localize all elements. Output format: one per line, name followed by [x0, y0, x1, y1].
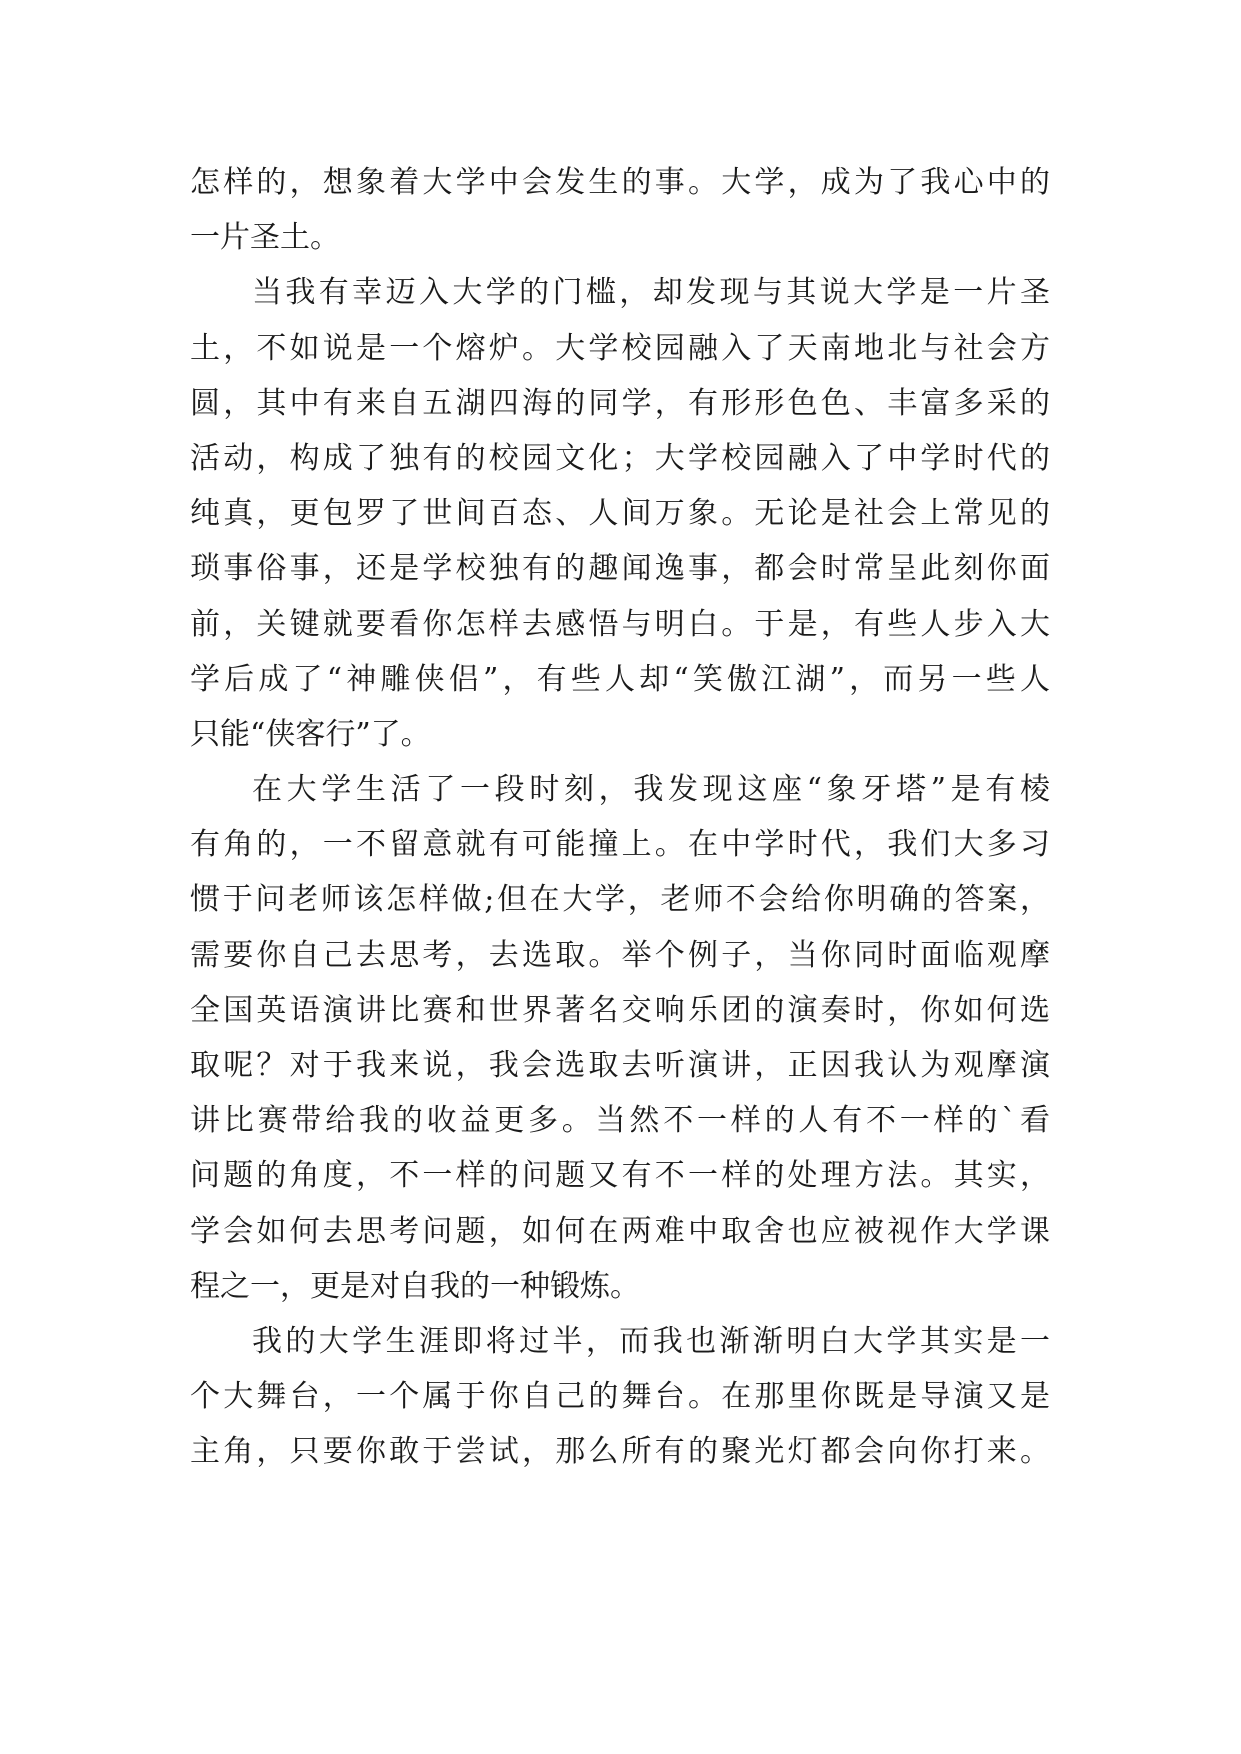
text-line: 一片圣土。 [190, 220, 340, 256]
text-line: 前，关键就要看你怎样去感悟与明白。于是，有些人步入大 [190, 606, 1050, 642]
text-line: 需要你自己去思考，去选取。举个例子，当你同时面临观摩 [190, 937, 1050, 973]
document-body [190, 155, 1050, 1480]
text-line: 土，不如说是一个熔炉。大学校园融入了天南地北与社会方 [190, 330, 1050, 366]
text-line: 全国英语演讲比赛和世界著名交响乐团的演奏时，你如何选 [190, 992, 1050, 1028]
text-line: 学会如何去思考问题，如何在两难中取舍也应被视作大学课 [190, 1213, 1050, 1249]
text-line: 琐事俗事，还是学校独有的趣闻逸事，都会时常呈此刻你面 [190, 551, 1050, 587]
text-line: 圆，其中有来自五湖四海的同学，有形形色色、丰富多采的 [190, 385, 1050, 421]
text-line: 怎样的，想象着大学中会发生的事。大学，成为了我心中的 [190, 165, 1050, 200]
text-line: 问题的角度，不一样的问题又有不一样的处理方法。其实， [190, 1158, 1050, 1194]
text-line: 有角的，一不留意就有可能撞上。在中学时代，我们大多习 [190, 827, 1050, 863]
text-line: 讲比赛带给我的收益更多。当然不一样的人有不一样的`看 [190, 1103, 1050, 1139]
text-line: 惯于问老师该怎样做;但在大学，老师不会给你明确的答案， [190, 882, 1050, 918]
text-line: 我的大学生涯即将过半，而我也渐渐明白大学其实是一 [252, 1323, 1050, 1359]
text-line: 在大学生活了一段时刻，我发现这座“象牙塔”是有棱 [252, 772, 1050, 808]
text-line: 活动，构成了独有的校园文化；大学校园融入了中学时代的 [190, 440, 1050, 476]
text-line: 只能“侠客行”了。 [190, 716, 431, 752]
text-line: 个大舞台，一个属于你自己的舞台。在那里你既是导演又是 [190, 1379, 1050, 1415]
text-line: 程之一，更是对自我的一种锻炼。 [190, 1268, 640, 1304]
text-line: 主角，只要你敢于尝试，那么所有的聚光灯都会向你打来。 [190, 1434, 1050, 1470]
text-line: 纯真，更包罗了世间百态、人间万象。无论是社会上常见的 [190, 496, 1050, 532]
text-line: 取呢？对于我来说，我会选取去听演讲，正因我认为观摩演 [190, 1048, 1050, 1083]
text-line: 学后成了“神雕侠侣”，有些人却“笑傲江湖”，而另一些人 [190, 661, 1050, 697]
text-line: 当我有幸迈入大学的门槛，却发现与其说大学是一片圣 [252, 275, 1050, 311]
